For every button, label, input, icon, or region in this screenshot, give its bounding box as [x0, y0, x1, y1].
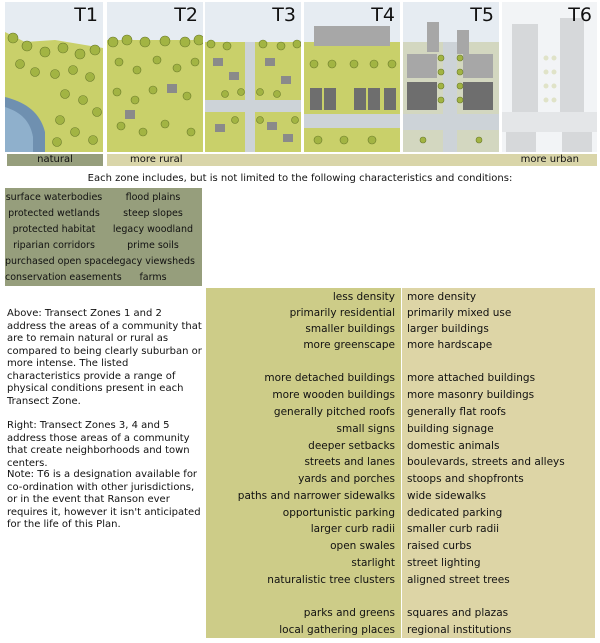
- comparison-item: smaller curb radii: [407, 523, 500, 535]
- comparison-item: dedicated parking: [407, 507, 503, 519]
- characteristics-left-column: [5, 190, 122, 286]
- note-above: Above: Transect Zones 1 and 2 address the areas of a community that are to remain natural or rural as compared to being clearly suburban or more intense. The listed characteristics provide a range of physical conditions present in each Transect Zone.: [7, 308, 202, 407]
- characteristic-item: legacy viewsheds: [111, 256, 195, 267]
- zone-label-t4: T4: [371, 4, 395, 26]
- comparison-item: yards and porches: [298, 473, 395, 485]
- panel-t3: [205, 2, 301, 152]
- characteristic-item: steep slopes: [123, 208, 183, 219]
- comparison-item: larger curb radii: [310, 523, 395, 535]
- comparison-item: squares and plazas: [407, 607, 509, 619]
- characteristic-item: protected habitat: [12, 224, 96, 235]
- comparison-item: generally flat roofs: [407, 406, 506, 418]
- zone-label-t6: T6: [568, 4, 592, 26]
- comparison-right-column: [402, 288, 595, 638]
- comparison-item: paths and narrower sidewalks: [237, 490, 395, 502]
- comparison-item: local gathering places: [279, 624, 395, 636]
- comparison-item: naturalistic tree clusters: [267, 574, 395, 586]
- comparison-item: more wooden buildings: [272, 389, 395, 401]
- comparison-item: aligned street trees: [407, 574, 510, 586]
- comparison-item: boulevards, streets and alleys: [407, 456, 565, 468]
- characteristic-item: surface waterbodies: [5, 192, 103, 203]
- characteristics-box: [5, 188, 202, 286]
- comparison-item: larger buildings: [407, 323, 489, 335]
- comparison-item: primarily mixed use: [407, 307, 512, 319]
- comparison-item: more greenscape: [303, 339, 395, 351]
- zone-label-t1: T1: [74, 4, 98, 26]
- characteristic-item: riparian corridors: [13, 240, 95, 251]
- comparison-item: opportunistic parking: [282, 507, 395, 519]
- comparison-item: street lighting: [407, 557, 481, 569]
- comparison-item: wide sidewalks: [407, 490, 486, 502]
- zone-label-t5: T5: [470, 4, 494, 26]
- comparison-item: more detached buildings: [264, 372, 395, 384]
- comparison-item: less density: [332, 291, 395, 303]
- characteristic-item: purchased open space: [5, 256, 113, 267]
- transect-panels: [5, 2, 597, 152]
- comparison-item: more hardscape: [407, 339, 493, 351]
- spectrum-natural: natural: [7, 154, 103, 166]
- characteristic-item: flood plains: [125, 192, 181, 203]
- characteristic-item: farms: [139, 272, 167, 283]
- comparison-item: more attached buildings: [407, 372, 536, 384]
- note-t6: Note: T6 is a designation available for co-ordination with other jurisdictions, or in the event that Ranson ever requires it, however it isn't anticipated for the life of this Plan.: [7, 469, 201, 530]
- panel-t2: [107, 2, 203, 152]
- characteristic-item: protected wetlands: [8, 208, 100, 219]
- comparison-item: raised curbs: [407, 540, 472, 552]
- characteristics-right-column: [104, 190, 202, 286]
- comparison-item: open swales: [330, 540, 395, 552]
- comparison-left-column: [206, 288, 401, 638]
- comparison-item: starlight: [351, 557, 395, 569]
- panel-t5: [403, 2, 499, 152]
- comparison-item: small signs: [336, 423, 395, 435]
- panel-t6: [502, 2, 597, 152]
- characteristic-item: prime soils: [127, 240, 179, 251]
- comparison-item: regional institutions: [407, 624, 512, 636]
- note-right: Right: Transect Zones 3, 4 and 5 address those areas of a community that create neighborhoods and town centers.: [7, 420, 190, 469]
- comparison-item: parks and greens: [303, 607, 395, 619]
- characteristic-item: legacy woodland: [112, 224, 194, 235]
- comparison-item: more density: [407, 291, 477, 303]
- zone-label-t3: T3: [272, 4, 296, 26]
- comparison-item: domestic animals: [407, 440, 500, 452]
- comparison-item: deeper setbacks: [308, 440, 395, 452]
- spectrum-bar: [107, 154, 597, 166]
- comparison-item: smaller buildings: [305, 323, 395, 335]
- comparison-item: streets and lanes: [304, 456, 395, 468]
- characteristic-item: conservation easements: [5, 272, 122, 283]
- zone-label-t2: T2: [174, 4, 198, 26]
- spectrum-urban-label: more urban: [520, 154, 579, 165]
- comparison-item: stoops and shopfronts: [407, 473, 524, 485]
- comparison-item: generally pitched roofs: [273, 406, 395, 418]
- panel-t4: [304, 2, 400, 152]
- comparison-item: primarily residential: [289, 307, 395, 319]
- includes-caption: Each zone includes, but is not limited to the following characteristics and conditions:: [87, 173, 513, 184]
- panel-t1: [5, 2, 103, 152]
- spectrum-rural-label: more rural: [130, 154, 183, 165]
- comparison-item: more masonry buildings: [407, 389, 535, 401]
- comparison-item: building signage: [407, 423, 494, 435]
